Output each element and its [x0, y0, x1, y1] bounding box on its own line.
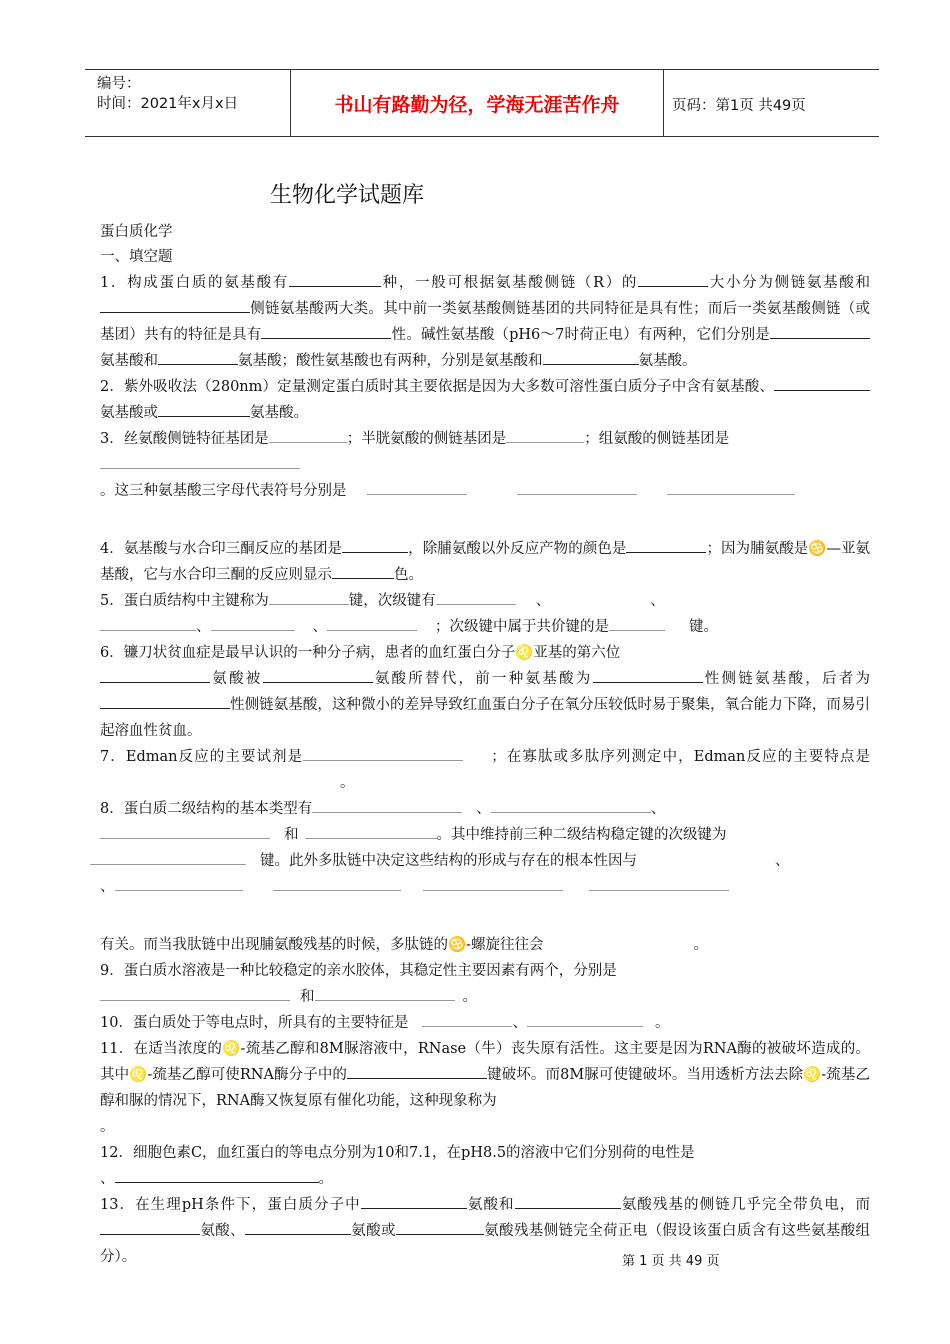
- blank: [367, 480, 467, 495]
- question-8: 8．蛋白质二级结构的基本类型有 、 、 和 。其中维持前三种二级结构稳定键的次级键为 键。此外多肽链中决定这些结构的形成与存在的根本性因与 、 、: [100, 796, 870, 900]
- question-11: 11．在适当浓度的♌-巯基乙醇和8M脲溶液中，RNase（牛）丧失原有活性。这主要是因为RNA酶的被破坏造成的。其中♌-巯基乙醇可使RNA酶分子中的 键破坏。而8M脲可使键破坏。当用透析方法去除♌-巯基乙醇和脲的情况下，RNA酶又恢复原有催化功能，这种现象称为 。: [100, 1041, 870, 1135]
- blank: [245, 1220, 351, 1235]
- blank: [158, 402, 250, 417]
- blank: [609, 616, 665, 631]
- blank: [638, 272, 708, 287]
- blank: [436, 590, 516, 605]
- blank: [273, 876, 401, 891]
- blank: [332, 564, 394, 579]
- question-list: [100, 270, 870, 1270]
- question-13: 13．在生理pH条件下，蛋白质分子中 氨酸和 氨酸残基的侧链几乎完全带负电，而氨酸、 氨酸或 氨酸残基侧链完全荷正电（假设该蛋白质含有这些氨基酸组分）。: [100, 1192, 870, 1270]
- blank: [506, 428, 584, 443]
- header-page-code: 页码：第1页 共49页: [672, 98, 806, 114]
- blank: [342, 538, 408, 553]
- blank: [100, 824, 270, 839]
- blank: [593, 668, 703, 683]
- blank: [543, 350, 639, 365]
- page-footer: 第 1 页 共 49 页: [622, 1254, 720, 1269]
- blank: [422, 1012, 512, 1027]
- question-6: 6．镰刀状贫血症是最早认识的一种分子病，患者的血红蛋白分子♌亚基的第六位 氨酸被 氨酸所替代，前一种氨基酸为 性侧链氨基酸，后者为性侧链氨基酸，这种微小的差异导致红血蛋白分子在氧分压较低时易于聚集，氧合能力下降，而易引起溶血性贫血。: [100, 645, 870, 739]
- blank: [312, 798, 462, 813]
- blank: [626, 538, 706, 553]
- blank: [774, 376, 870, 391]
- blank: [305, 824, 437, 839]
- blank: [423, 876, 563, 891]
- page-title: 生物化学试题库: [270, 183, 425, 208]
- blank: [100, 454, 300, 469]
- blank: [770, 324, 870, 339]
- time-label: 时间：2021年x月x日: [97, 96, 239, 112]
- question-3: 3．丝氨酸侧链特征基团是 ；半胱氨酸的侧链基团是 ；组氨酸的侧链基团是 。这三种氨基酸三字母代表符号分别是: [100, 426, 870, 504]
- number-label: 编号：: [97, 76, 141, 92]
- blank: [100, 1220, 200, 1235]
- blank: [211, 616, 295, 631]
- question-9: 9．蛋白质水溶液是一种比较稳定的亲水胶体，其稳定性主要因素有两个，分别是 和 。: [100, 963, 617, 1005]
- blank: [115, 1168, 319, 1183]
- document-header: [85, 69, 879, 137]
- question-7: 7．Edman反应的主要试剂是 ；在寡肽或多肽序列测定中，Edman反应的主要特点是。: [100, 744, 870, 796]
- blank: [517, 480, 637, 495]
- question-1: 1．构成蛋白质的氨基酸有 种，一般可根据氨基酸侧链（R）的 大小分为侧链氨基酸和侧链氨基酸两大类。其中前一类氨基酸侧链基团的共同特征是具有性；而后一类氨基酸侧链（或基团）共有的特征是具有 性。碱性氨基酸（pH6～7时荷正电）有两种，它们分别是氨基酸和 氨基酸；酸性氨基酸也有两种，分别是氨基酸和 氨基酸。: [100, 270, 870, 374]
- blank: [90, 850, 246, 865]
- blank: [491, 798, 651, 813]
- blank: [347, 1064, 487, 1079]
- blank: [527, 1012, 643, 1027]
- blank: [100, 668, 210, 683]
- question-4: 4．氨基酸与水合印三酮反应的基团是 ，除脯氨酸以外反应产物的颜色是 ；因为脯氨酸是♋—亚氨基酸，它与水合印三酮的反应则显示 色。: [100, 536, 870, 588]
- blank: [361, 1194, 467, 1209]
- blank: [269, 590, 349, 605]
- blank: [100, 694, 230, 709]
- section-title: 蛋白质化学: [100, 224, 173, 240]
- blank: [269, 428, 347, 443]
- blank: [115, 876, 243, 891]
- question-8-cont: 有关。而当我肽链中出现脯氨酸残基的时候，多肽链的♋-螺旋往往会 。: [100, 937, 708, 953]
- blank: [396, 1220, 484, 1235]
- blank: [667, 480, 795, 495]
- question-2: 2．紫外吸收法（280nm）定量测定蛋白质时其主要依据是因为大多数可溶性蛋白质分子中含有氨基酸、氨基酸或 氨基酸。: [100, 374, 870, 426]
- blank: [261, 324, 391, 339]
- blank: [158, 350, 238, 365]
- blank: [100, 616, 196, 631]
- blank: [515, 1194, 621, 1209]
- blank: [100, 298, 250, 313]
- blank: [303, 746, 463, 761]
- subsection-title: 一、填空题: [100, 249, 173, 265]
- header-motto: 书山有路勤为径，学海无涯苦作舟: [290, 70, 664, 136]
- question-10: 10．蛋白质处于等电点时，所具有的主要特征是 、 。: [100, 1010, 870, 1036]
- blank: [315, 986, 455, 1001]
- question-5: 5．蛋白质结构中主键称为 键，次级键有 、 、 、 、 ；次级键中属于共价键的是 键。: [100, 588, 870, 640]
- question-12: 12．细胞色素C，血红蛋白的等电点分别为10和7.1，在pH8.5的溶液中它们分别荷的电性是 、 。: [100, 1145, 695, 1187]
- blank: [100, 986, 290, 1001]
- blank: [289, 272, 381, 287]
- header-meta: [97, 74, 238, 114]
- blank: [327, 616, 417, 631]
- blank: [263, 668, 373, 683]
- blank: [589, 876, 729, 891]
